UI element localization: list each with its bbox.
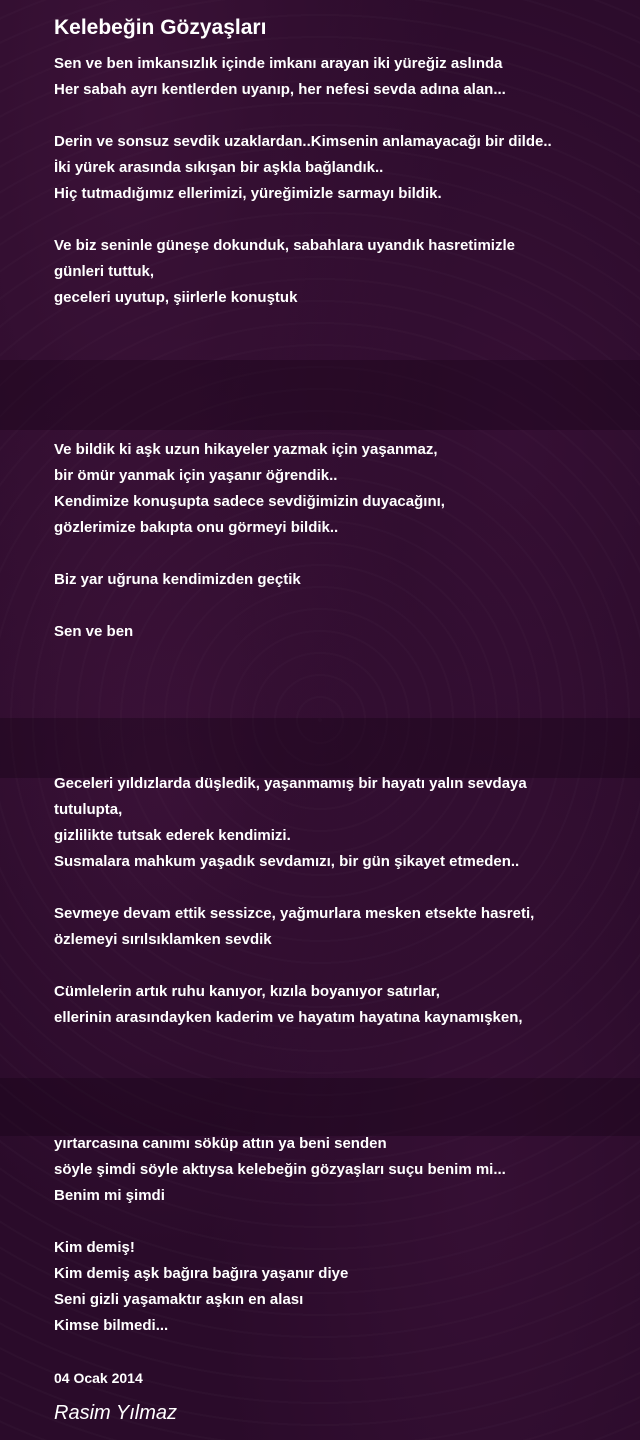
- poem-line: Cümlelerin artık ruhu kanıyor, kızıla boyanıyor satırlar,: [54, 983, 440, 1000]
- poem-line: Sen ve ben imkansızlık içinde imkanı arayan iki yüreğiz aslında: [54, 55, 503, 72]
- poem-line: Kendimize konuşupta sadece sevdiğimizin duyacağını,: [54, 493, 445, 510]
- poem-line: Susmalara mahkum yaşadık sevdamızı, bir gün şikayet etmeden..: [54, 853, 520, 870]
- poem-author: Rasim Yılmaz: [54, 1402, 177, 1424]
- poem-title: Kelebeğin Gözyaşları: [54, 16, 267, 39]
- poem-line: Kimse bilmedi...: [54, 1317, 169, 1334]
- poem-line: İki yürek arasında sıkışan bir aşkla bağlandık..: [54, 159, 384, 176]
- background-band: [0, 1078, 640, 1136]
- poem-line: Kim demiş!: [54, 1239, 135, 1256]
- poem-line: söyle şimdi söyle aktıysa kelebeğin gözyaşları suçu benim mi...: [54, 1161, 506, 1178]
- background-band: [0, 360, 640, 430]
- poem-line: Seni gizli yaşamaktır aşkın en alası: [54, 1291, 304, 1308]
- poem-line: ellerinin arasındayken kaderim ve hayatım hayatına kaynamışken,: [54, 1009, 523, 1026]
- poem-line: gizlilikte tutsak ederek kendimizi.: [54, 827, 291, 844]
- poem-line: Geceleri yıldızlarda düşledik, yaşanmamış bir hayatı yalın sevdaya: [54, 775, 527, 792]
- poem-line: günleri tuttuk,: [54, 263, 154, 280]
- poem-line: Sevmeye devam ettik sessizce, yağmurlara mesken etsekte hasreti,: [54, 905, 535, 922]
- poem-line: tutulupta,: [54, 801, 123, 818]
- poem-line: Her sabah ayrı kentlerden uyanıp, her nefesi sevda adına alan...: [54, 81, 506, 98]
- background-band: [0, 718, 640, 778]
- poem-line: Ve biz seninle güneşe dokunduk, sabahlara uyandık hasretimizle: [54, 237, 515, 254]
- poem-date: 04 Ocak 2014: [54, 1370, 143, 1386]
- poem-line: bir ömür yanmak için yaşanır öğrendik..: [54, 467, 338, 484]
- poem-line: yırtarcasına canımı söküp attın ya beni senden: [54, 1135, 387, 1152]
- poem-line: Ve bildik ki aşk uzun hikayeler yazmak için yaşanmaz,: [54, 441, 438, 458]
- poem-line: Derin ve sonsuz sevdik uzaklardan..Kimsenin anlamayacağı bir dilde..: [54, 133, 552, 150]
- poem-line: Biz yar uğruna kendimizden geçtik: [54, 571, 301, 588]
- poem-line: Kim demiş aşk bağıra bağıra yaşanır diye: [54, 1265, 349, 1282]
- poem-line: gözlerimize bakıpta onu görmeyi bildik..: [54, 519, 339, 536]
- poem-line: Sen ve ben: [54, 623, 134, 640]
- poem-line: Benim mi şimdi: [54, 1187, 165, 1204]
- poem-line: Hiç tutmadığımız ellerimizi, yüreğimizle sarmayı bildik.: [54, 185, 442, 202]
- poem-line: özlemeyi sırılsıklamken sevdik: [54, 931, 272, 948]
- poem-line: geceleri uyutup, şiirlerle konuştuk: [54, 289, 298, 306]
